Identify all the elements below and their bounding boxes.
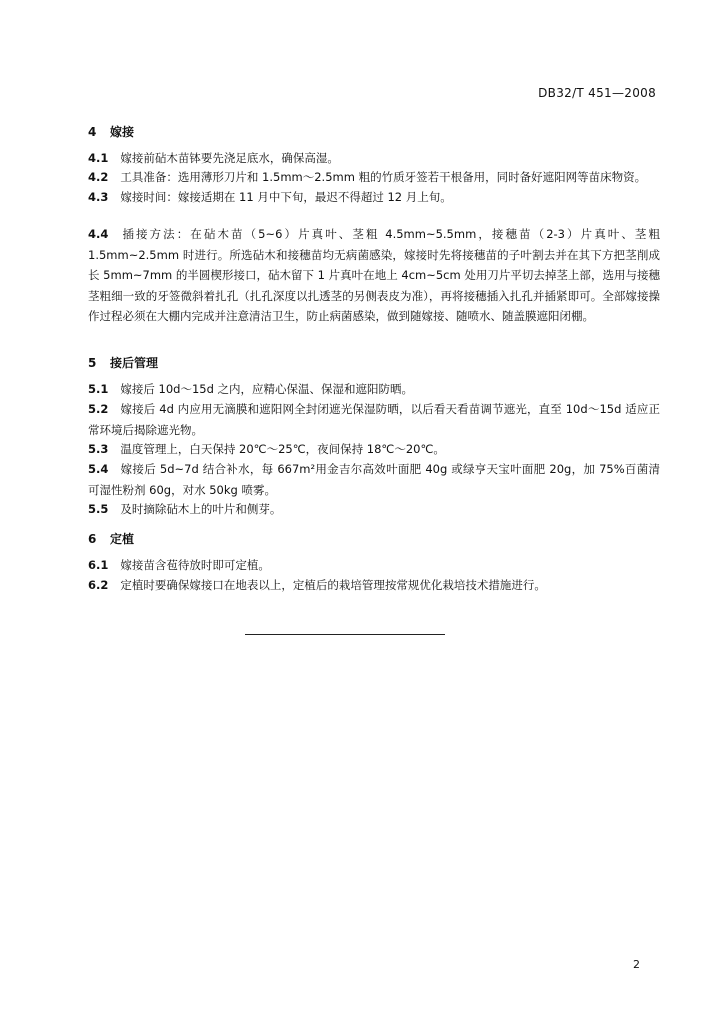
clause-text: 嫁接苗含苞待放时即可定植。 <box>120 558 270 572</box>
clause-number: 4.4 <box>88 227 109 241</box>
clause-5-3 <box>88 439 660 460</box>
clause-text: 嫁接后 4d 内应用无滴膜和遮阳网全封闭遮光保湿防晒，以后看天看苗调节遮光，直至 10d～15d 适应正常环境后揭除遮光物。 <box>88 402 660 437</box>
section-title: 嫁接 <box>110 125 135 139</box>
clause-number: 6.2 <box>88 578 109 592</box>
clause-text: 温度管理上，白天保持 20℃～25℃，夜间保持 18℃～20℃。 <box>120 442 445 456</box>
clause-text: 嫁接前砧木苗钵要先浇足底水，确保高湿。 <box>120 151 339 165</box>
page-number: 2 <box>633 958 640 971</box>
clause-text: 工具准备：选用薄形刀片和 1.5mm～2.5mm 粗的竹质牙签若干根备用，同时备好遮阳网等苗床物资。 <box>120 170 647 184</box>
clause-text: 嫁接后 10d～15d 之内，应精心保温、保湿和遮阳防晒。 <box>120 382 414 396</box>
clause-4-2 <box>88 167 660 188</box>
clause-text: 嫁接后 5d~7d 结合补水，每 667m²用金吉尔高效叶面肥 40g 或绿亨天宝叶面肥 20g，加 75%百菌清可湿性粉剂 60g，对水 50kg 喷雾。 <box>88 462 660 497</box>
section-title: 定植 <box>110 532 135 546</box>
clause-5-1 <box>88 379 660 400</box>
clause-4-1 <box>88 148 660 169</box>
clause-5-4 <box>88 459 660 500</box>
clause-text: 嫁接时间：嫁接适期在 11 月中下旬，最迟不得超过 12 月上旬。 <box>120 190 452 204</box>
section-number: 5 <box>88 356 97 370</box>
clause-number: 5.2 <box>88 402 109 416</box>
clause-text: 插接方法：在砧木苗（5~6）片真叶、茎粗 4.5mm~5.5mm，接穗苗（2-3）片真叶、茎粗 1.5mm~2.5mm 时进行。所选砧木和接穗苗均无病菌感染，嫁接时先将接穗苗的子叶割去并在其下方把茎削成长 5mm~7mm 的半圆楔形接口，砧木留下 1 片真叶在地上 4cm~5cm 处用刀片平切去掉茎上部，选用与接穗茎粗细一致的牙签微斜着扎孔（扎孔深度以扎透茎的另侧表皮为准），再将接穗插入扎孔并插紧即可。全部嫁接操作过程必须在大棚内完成并注意清洁卫生，防止病菌感染，做到随嫁接、随喷水、随盖膜遮阳闭棚。 <box>88 227 660 323</box>
section-heading-5 <box>88 354 158 371</box>
clause-number: 5.3 <box>88 442 109 456</box>
clause-number: 6.1 <box>88 558 109 572</box>
end-separator-line <box>245 634 445 635</box>
clause-number: 4.1 <box>88 151 109 165</box>
document-id: DB32/T 451—2008 <box>538 86 656 100</box>
clause-number: 4.2 <box>88 170 109 184</box>
clause-6-1 <box>88 555 660 576</box>
section-heading-4 <box>88 123 134 140</box>
clause-number: 5.4 <box>88 462 109 476</box>
section-heading-6 <box>88 530 134 547</box>
clause-4-3 <box>88 187 660 208</box>
section-title: 接后管理 <box>110 356 159 370</box>
clause-6-2 <box>88 575 660 596</box>
clause-text: 定植时要确保嫁接口在地表以上，定植后的栽培管理按常规优化栽培技术措施进行。 <box>120 578 546 592</box>
clause-number: 5.5 <box>88 502 109 516</box>
clause-5-2 <box>88 399 660 440</box>
clause-text: 及时摘除砧木上的叶片和侧芽。 <box>120 502 282 516</box>
clause-number: 5.1 <box>88 382 109 396</box>
section-number: 6 <box>88 532 97 546</box>
clause-number: 4.3 <box>88 190 109 204</box>
section-number: 4 <box>88 125 97 139</box>
clause-4-4 <box>88 224 660 327</box>
clause-5-5 <box>88 499 660 520</box>
